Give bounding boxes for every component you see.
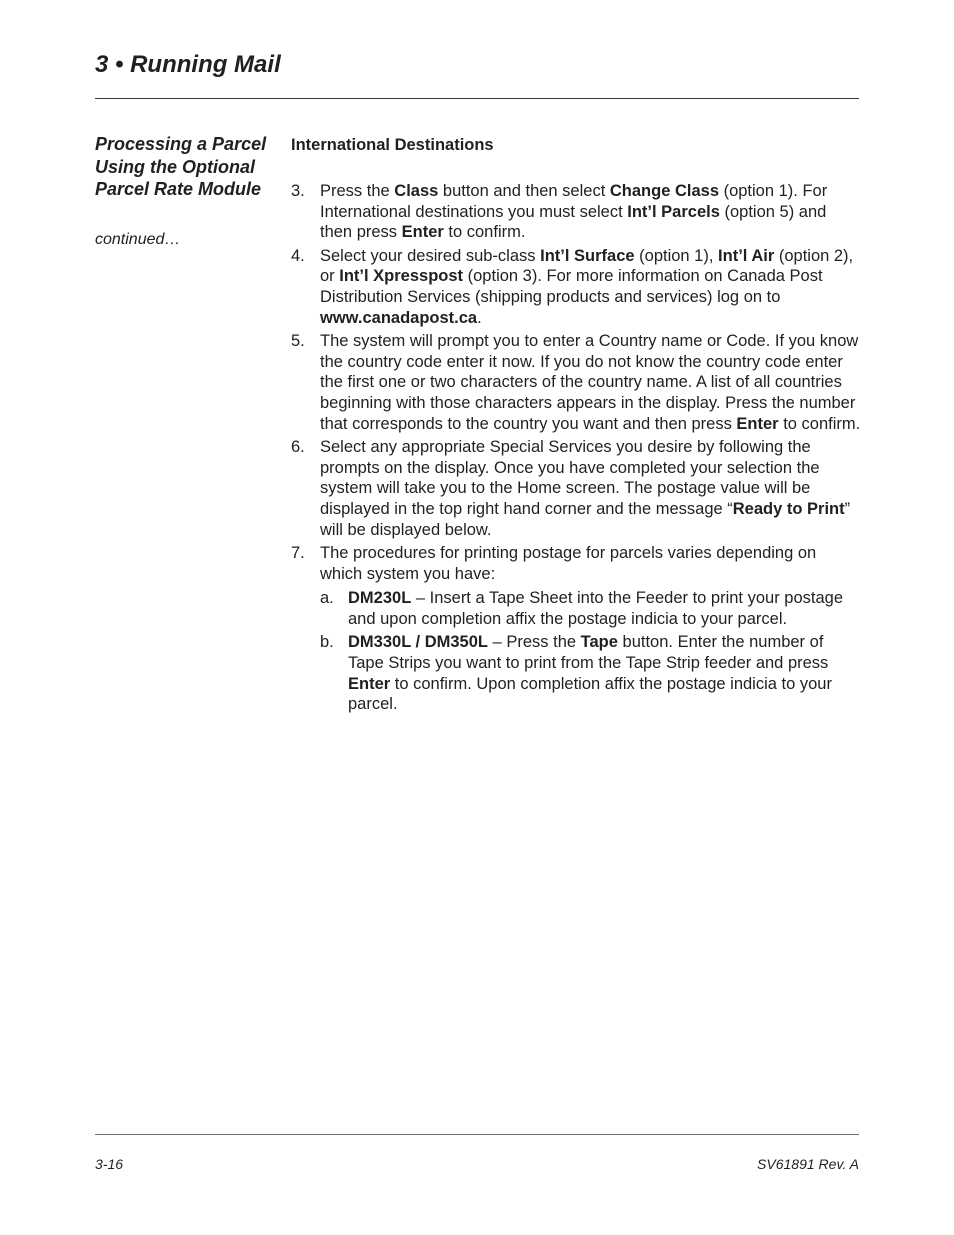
bold-term: DM230L [348,589,412,608]
text-run: Select any appropriate Special Services you desire by following the prompts on the display. Once you have completed your selection the system will take you to the Home screen. The postage value will be displayed in the top right hand corner and the message “ [320,438,820,518]
text-run: – Insert a Tape Sheet into the Feeder to print your postage and upon completion affix the postage indicia to your parcel. [348,589,844,628]
step-number: 7. [291,544,305,563]
text-run: to confirm. [778,414,861,433]
document-id: SV61891 Rev. A [757,1156,859,1172]
bold-term: Int’l Xpresspost [339,267,464,286]
text-run: to confirm. [443,223,526,242]
text-run: (option 3). For more information on Canada Post Distribution Services (shipping products and services) log on to [320,267,823,306]
step-item [291,331,861,434]
text-run: The system will prompt you to enter a Country name or Code. If you know the country code enter it now. If you do not know the country code enter the first one or two characters of the country name. A list of all countries beginning with those characters appears in the display. Press the number that corresponds to the country you want and then press [320,332,859,433]
text-run: (option 1). For International destinations you must select [320,182,828,221]
bold-term: Ready to Print [732,499,845,518]
step-text [320,544,816,583]
text-run: The procedures for printing postage for parcels varies depending on which system you have: [320,544,817,583]
bold-term: Change Class [609,182,719,200]
text-run: button. Enter the number of Tape Strips you want to print from the Tape Strip feeder and press [348,633,829,673]
sub-step-item [320,588,861,629]
step-number: 5. [291,332,305,351]
text-run: (option 5) and then press [320,202,827,242]
sub-step-letter: a. [320,589,334,608]
step-text [320,332,860,432]
text-run: to confirm. Upon completion affix the postage indicia to your parcel. [348,674,832,714]
text-run: – Press the [488,633,581,652]
bold-term: Int’l Air [718,246,775,265]
text-run: Press the [320,182,395,200]
bold-term: www.canadapost.ca [320,308,478,327]
text-run: (option 1), [634,246,719,265]
header-divider [95,98,859,99]
step-number: 6. [291,438,305,457]
step-item [291,181,861,243]
chapter-title: 3 • Running Mail [95,51,281,78]
step-item [291,246,861,328]
sub-step-letter: b. [320,633,334,652]
text-run: ” will be displayed below. [320,499,851,539]
steps-list [291,181,861,715]
bold-term: Class [394,182,439,200]
bold-term: Int’l Parcels [627,202,720,221]
bold-term: Int’l Surface [540,246,635,265]
text-run: Select your desired sub-class [320,246,541,265]
step-number: 4. [291,246,305,265]
bold-term: DM330L / DM350L [348,633,488,652]
step-item [291,437,861,540]
step-item [291,543,861,715]
bold-term: Enter [401,223,444,242]
step-text [320,438,850,538]
main-content [291,135,861,718]
text-run: button and then select [438,182,610,200]
step-text [320,182,827,241]
bold-term: Enter [736,414,779,433]
sub-step-text [348,589,843,628]
text-run: . [477,308,482,327]
sub-step-item [320,632,861,714]
text-run: (option 2), or [320,246,854,286]
sub-steps-list [320,588,861,715]
section-title: Processing a Parcel Using the Optional Parcel Rate Module [95,134,267,199]
sub-step-text [348,633,832,713]
page-number: 3-16 [95,1156,124,1172]
step-number: 3. [291,182,305,200]
step-text [320,247,853,327]
section-heading: International Destinations [291,136,494,154]
continued-label: continued… [95,231,181,248]
bold-term: Enter [348,674,391,693]
bold-term: Tape [580,633,618,652]
footer-divider [95,1134,859,1135]
